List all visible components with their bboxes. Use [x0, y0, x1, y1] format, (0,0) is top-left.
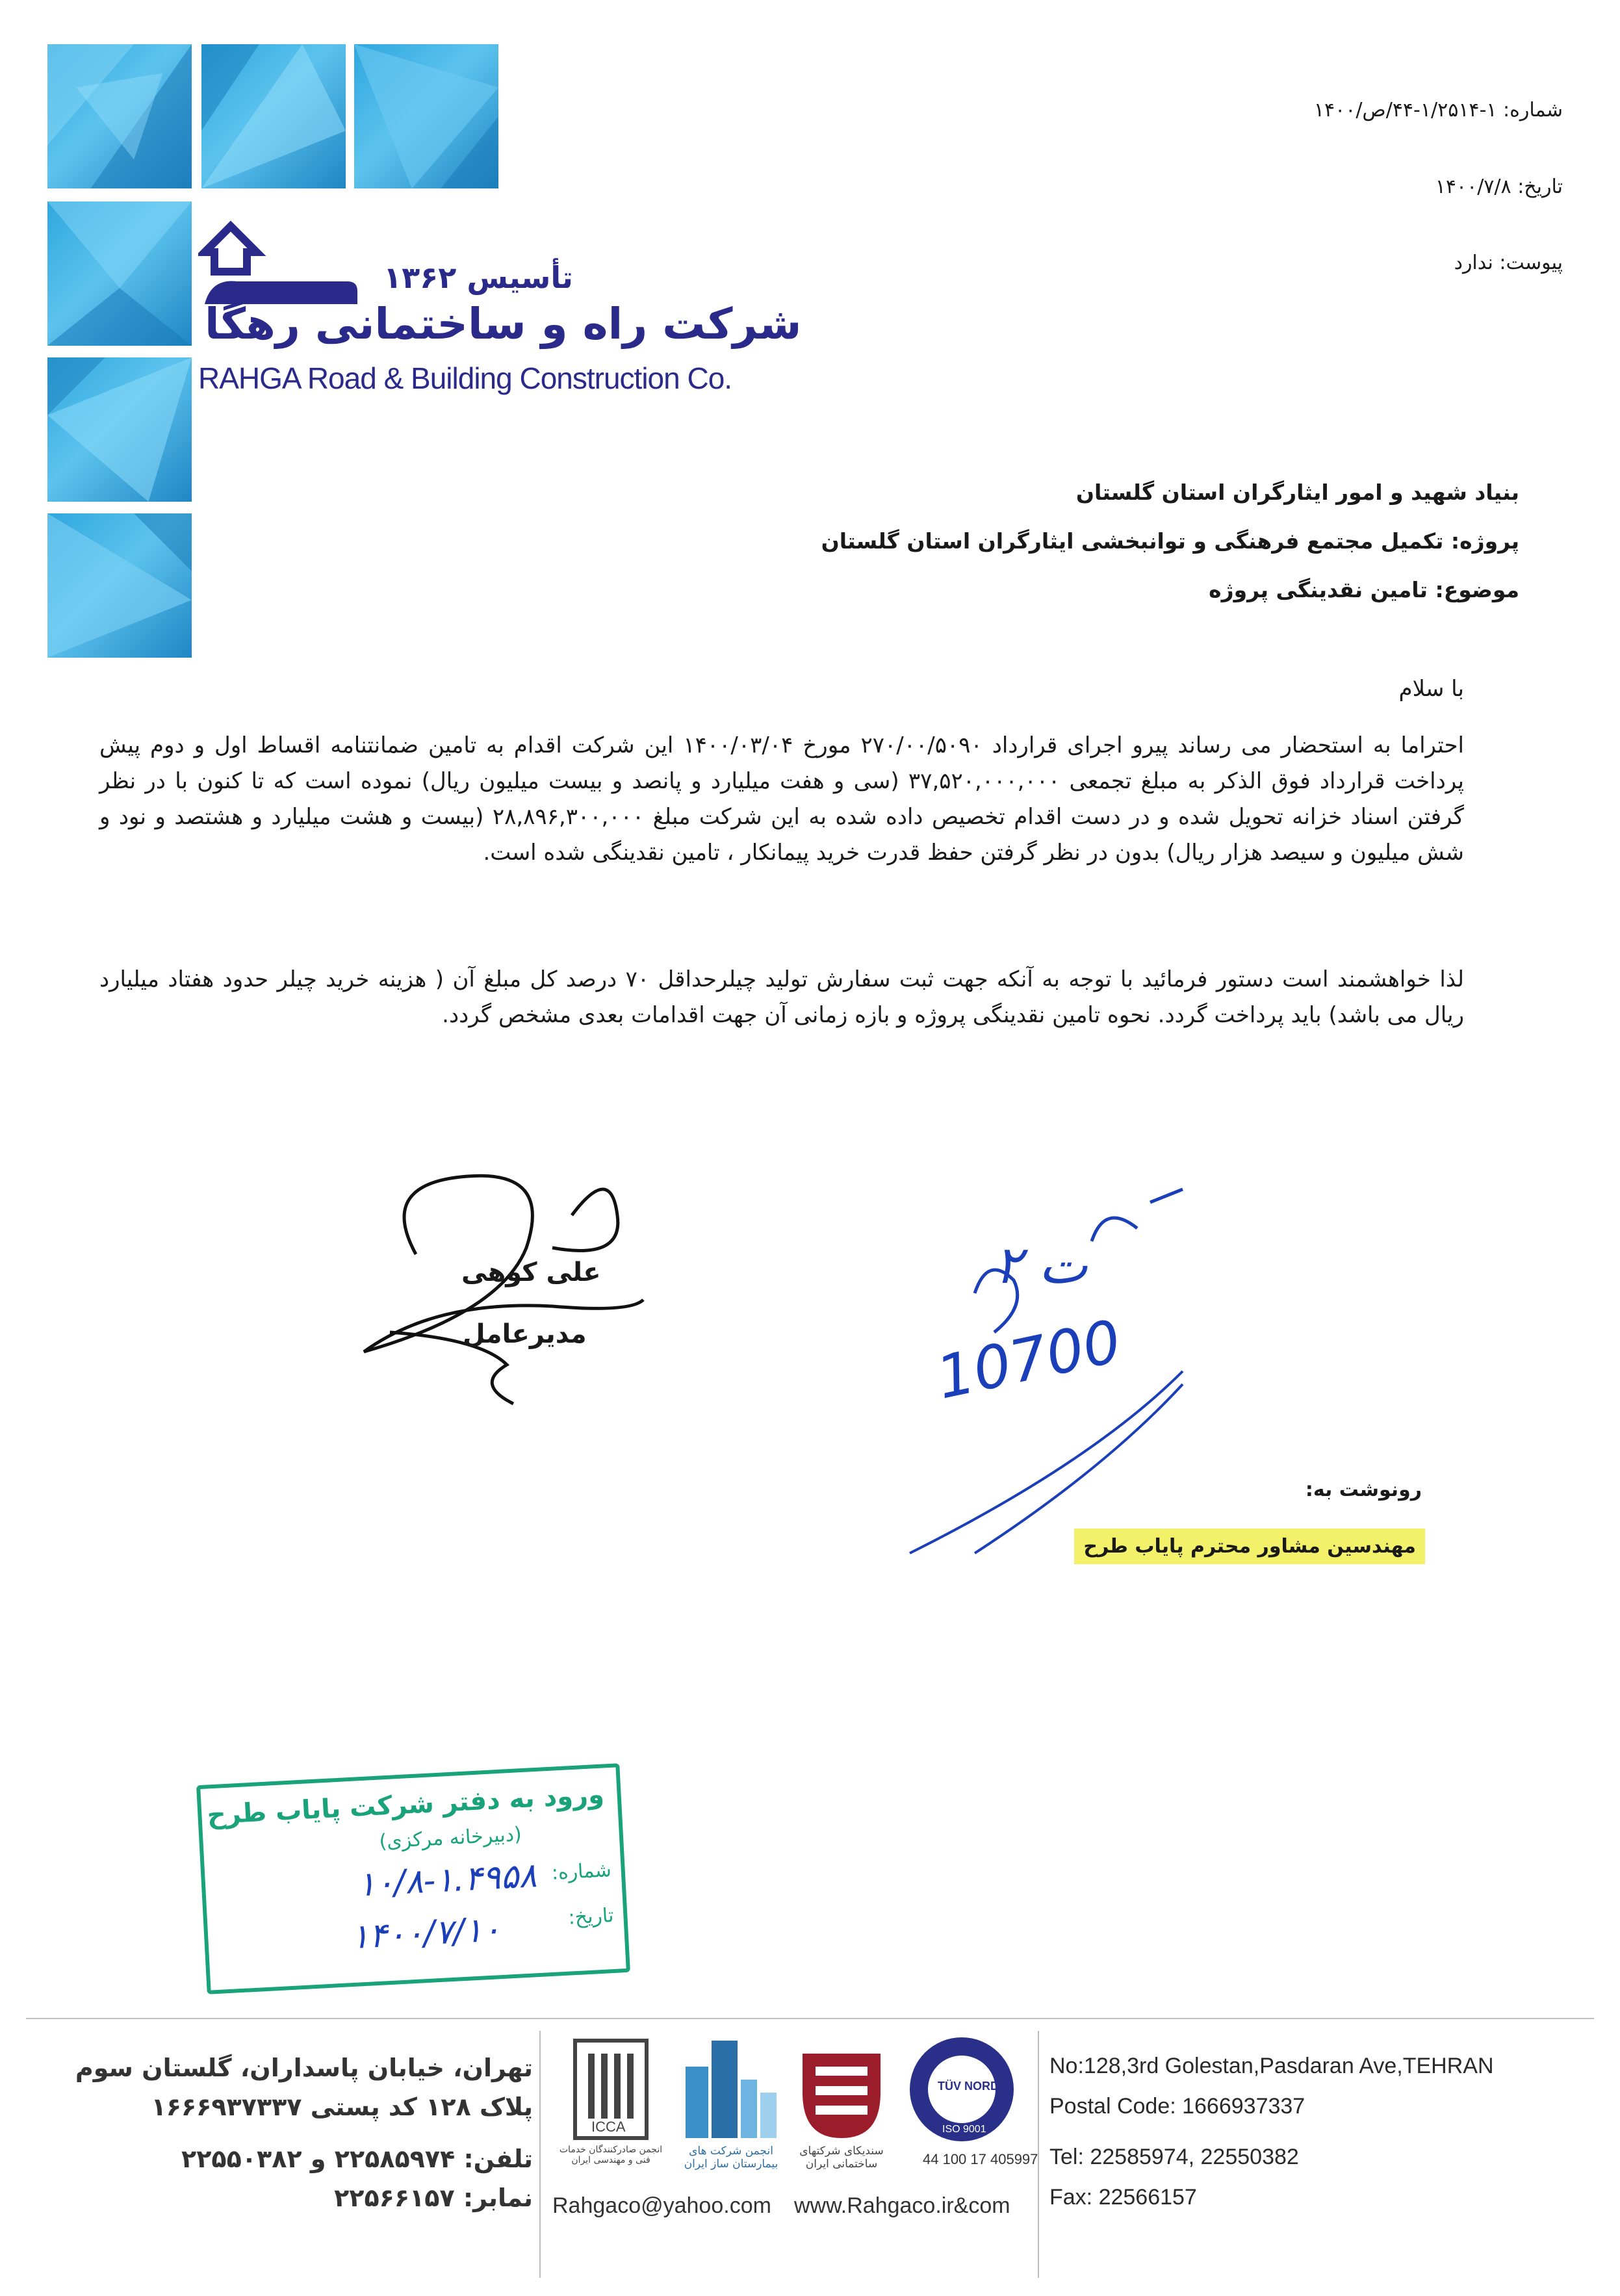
decorative-tile — [47, 513, 192, 658]
footer-separator-right — [1038, 2031, 1039, 2278]
company-name-en: RAHGA Road & Building Construction Co. — [198, 361, 732, 395]
signer-name: علی کوهی — [461, 1258, 601, 1287]
footer-website[interactable]: www.Rahgaco.ir&com — [794, 2193, 1010, 2218]
signer-title: مدیرعامل — [463, 1319, 587, 1349]
footer-email[interactable]: Rahgaco@yahoo.com — [552, 2193, 771, 2218]
icca-logo-text: ICCA — [591, 2119, 626, 2135]
footer-tel-en: Tel: 22585974, 22550382 — [1049, 2145, 1299, 2169]
footer-fax-en: Fax: 22566157 — [1049, 2185, 1197, 2210]
cc-label: رونوشت به: — [1305, 1478, 1422, 1501]
footer-address-fa-line2: پلاک ۱۲۸ کد پستی ۱۶۶۶۹۳۷۳۳۷ — [151, 2093, 533, 2121]
received-stamp — [196, 1763, 630, 1994]
greeting: با سلام — [1398, 676, 1464, 702]
decorative-tile — [201, 44, 346, 188]
subject-line: موضوع: تامین نقدینگی پروژه — [1209, 577, 1519, 602]
footer-address-en: No:128,3rd Golestan,Pasdaran Ave,TEHRAN — [1049, 2054, 1494, 2078]
stamp-date-label: تاریخ: — [567, 1903, 615, 1929]
body-paragraph-1: احتراما به استحضار می رساند پیرو اجرای قرارداد ۲۷۰/۰۰/۵۰۹۰ مورخ ۱۴۰۰/۰۳/۰۴ این شرکت اقدام به تامین ضمانتنامه اقساط اول و دوم پیش پرداخت قرارداد فوق الذکر به مبلغ تجمعی ۳۷,۵۲۰,۰۰۰,۰۰۰ (سی و هفت میلیارد و پانصد و بیست میلیون ریال) نموده است که تا کنون با در نظر گرفتن اسناد خزانه تحویل شده و در دست اقدام تخصیص داده شده به این شرکت مبلغ ۲۸,۸۹۶,۳۰۰,۰۰۰ (بیست و هشت میلیارد و هشتصد و نود و شش میلیون و سیصد هزار ریال) بدون در نظر گرفتن حفظ قدرت خرید پیمانکار ، تامین نقدینگی شده است. — [99, 732, 1464, 866]
syndicate-caption: سندیکای شرکتهای ساختمانی ایران — [799, 2145, 884, 2171]
handwritten-note — [897, 1163, 1202, 1579]
footer-phone-fa: تلفن: ۲۲۵۸۵۹۷۴ و ۲۲۵۵۰۳۸۲ — [181, 2145, 533, 2173]
hospital-builders-logo — [679, 2034, 783, 2145]
recipient-organization: بنیاد شهید و امور ایثارگران استان گلستان — [1075, 480, 1519, 505]
letter-date: تاریخ: ۱۴۰۰/۷/۸ — [1435, 175, 1563, 198]
footer-postal-en: Postal Code: 1666937337 — [1049, 2094, 1305, 2119]
icca-logo — [562, 2034, 660, 2145]
tuv-nord-text: TÜV NORD — [938, 2080, 999, 2093]
stamp-number-label: شماره: — [550, 1859, 612, 1885]
letter-attachment: پیوست: ندارد — [1454, 252, 1563, 274]
decorative-tile — [47, 201, 192, 346]
stamp-title: ورود به دفتر شرکت پایاب طرح — [206, 1779, 605, 1831]
footer-separator-left — [539, 2031, 541, 2278]
decorative-tile — [354, 44, 498, 188]
syndicate-logo — [796, 2041, 887, 2145]
cc-entry: مهندسین مشاور محترم پایاب طرح — [1074, 1529, 1425, 1564]
stamp-date-value: ۱۴۰۰/۷/۱۰ — [350, 1910, 502, 1957]
decorative-tile — [47, 44, 192, 188]
handwritten-note-number: 10700 — [931, 1307, 1127, 1413]
letter-number: شماره: ۱-۱/۲۵۱۴-۴۴/ص/۱۴۰۰ — [1313, 99, 1563, 122]
icca-caption: انجمن صادرکنندگان خدمات فنی و مهندسی ایران — [559, 2145, 663, 2165]
hospital-builders-caption: انجمن شرکت های بیمارستان ساز ایران — [684, 2145, 778, 2171]
footer-fax-fa: نمابر: ۲۲۵۶۶۱۵۷ — [334, 2184, 533, 2212]
footer-divider — [26, 2018, 1594, 2019]
stamp-subtitle: (دبیرخانه مرکزی) — [378, 1823, 522, 1853]
footer-address-fa-line1: تهران، خیابان پاسداران، گلستان سوم — [75, 2054, 533, 2082]
decorative-tile — [47, 357, 192, 502]
company-name-fa: شرکت راه و ساختمانی رهگا — [205, 299, 802, 349]
signature-scribble — [338, 1170, 702, 1417]
company-logo-mark — [198, 207, 367, 311]
body-paragraph-2: لذا خواهشمند است دستور فرمائید با توجه به آنکه جهت ثبت سفارش تولید چیلرحداقل ۷۰ درصد کل مبلغ آن ( هزینه خرید چیلر حدود هفتاد میلیارد ریال می باشد) باید پرداخت گردد. نحوه تامین نقدینگی پروژه و بازه زمانی آن جهت اقدامات بعدی مشخص گردد. — [99, 966, 1464, 1028]
tuv-cert-number: 44 100 17 405997 — [923, 2151, 1038, 2167]
company-founded: تأسیس ۱۳۶۲ — [383, 260, 573, 295]
handwritten-note-line1: ت ۲ — [994, 1235, 1088, 1295]
project-title: پروژه: تکمیل مجتمع فرهنگی و توانبخشی ایثارگران استان گلستان — [821, 528, 1519, 554]
tuv-iso-text: ISO 9001 — [942, 2124, 986, 2135]
tuv-nord-logo — [906, 2034, 1017, 2145]
stamp-number-value: ۱۰/۸-۱.۴۹۵۸ — [356, 1856, 538, 1905]
